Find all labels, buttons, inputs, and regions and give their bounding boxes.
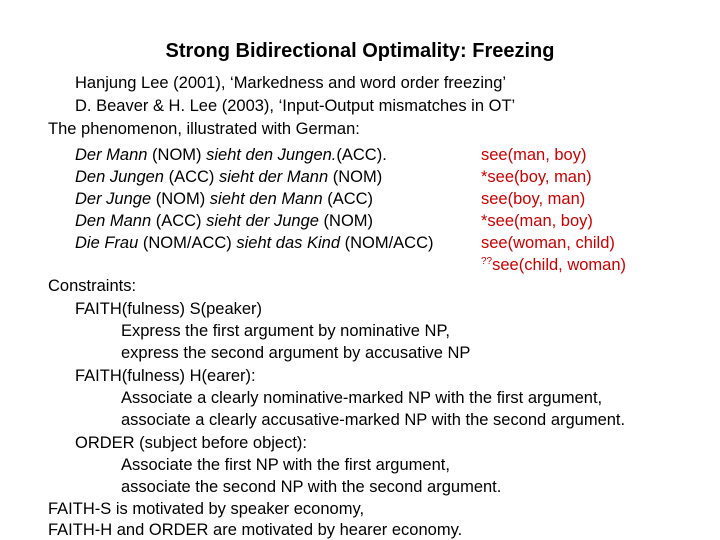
german-phrase: sieht der Mann: [219, 168, 329, 186]
german-phrase: sieht der Junge: [206, 212, 319, 230]
german-phrase: Den Mann: [75, 212, 152, 230]
conclusion-hearer: FAITH-H and ORDER are motivated by hearer economy.: [48, 521, 463, 539]
case-label: (NOM): [328, 168, 383, 186]
german-phrase: Die Frau: [75, 234, 139, 252]
case-label: (ACC): [322, 190, 374, 208]
german-phrase: sieht das Kind: [236, 234, 341, 252]
case-label: (NOM): [318, 212, 374, 230]
case-label: (ACC): [164, 168, 219, 186]
german-phrase: Der Junge: [75, 190, 152, 208]
case-label: (NOM): [151, 190, 210, 208]
constraint-line: associate the second NP with the second argument.: [121, 478, 502, 496]
constraint-line: Associate the first NP with the first argument,: [121, 456, 450, 474]
example-meaning: see(boy, man): [481, 190, 586, 208]
example-meaning: see(woman, child): [481, 234, 615, 252]
german-phrase: Den Jungen: [75, 168, 164, 186]
extra-meaning: [481, 255, 626, 275]
reference-2: D. Beaver & H. Lee (2003), ‘Input-Output mismatches in OT’: [75, 97, 516, 115]
example-sentence: [75, 233, 434, 253]
conclusion-speaker: FAITH-S is motivated by speaker economy,: [48, 500, 365, 518]
case-label: (ACC).: [336, 146, 387, 164]
german-phrase: sieht den Mann: [209, 190, 323, 208]
case-label: (NOM): [147, 146, 207, 164]
constraints-heading: Constraints:: [48, 277, 137, 295]
german-phrase: Der Mann: [75, 146, 148, 164]
example-sentence: [75, 211, 373, 231]
extra-meaning-text: see(child, woman): [492, 256, 627, 274]
extra-meaning-mark: ??: [481, 256, 493, 267]
constraint-name: FAITH(fulness) H(earer):: [75, 367, 256, 385]
case-label: (NOM/ACC): [340, 234, 434, 252]
constraint-line: Express the first argument by nominative NP,: [121, 322, 450, 340]
example-sentence: [75, 145, 387, 165]
case-label: (ACC): [151, 212, 207, 230]
constraint-line: associate a clearly accusative-marked NP with the second argument.: [121, 411, 626, 429]
example-meaning: *see(boy, man): [481, 168, 592, 186]
case-label: (NOM/ACC): [138, 234, 237, 252]
slide-title: Strong Bidirectional Optimality: Freezing: [165, 40, 555, 62]
example-sentence: [75, 167, 382, 187]
constraint-line: Associate a clearly nominative-marked NP with the first argument,: [121, 389, 603, 407]
phenomenon-heading: The phenomenon, illustrated with German:: [48, 120, 360, 138]
reference-1: Hanjung Lee (2001), ‘Markedness and word order freezing’: [75, 74, 507, 92]
example-sentence: [75, 189, 373, 209]
constraint-name: ORDER (subject before object):: [75, 434, 308, 452]
example-meaning: see(man, boy): [481, 146, 587, 164]
german-phrase: sieht den Jungen.: [206, 146, 337, 164]
constraint-name: FAITH(fulness) S(peaker): [75, 300, 263, 318]
constraint-line: express the second argument by accusative NP: [121, 344, 471, 362]
example-meaning: *see(man, boy): [481, 212, 593, 230]
